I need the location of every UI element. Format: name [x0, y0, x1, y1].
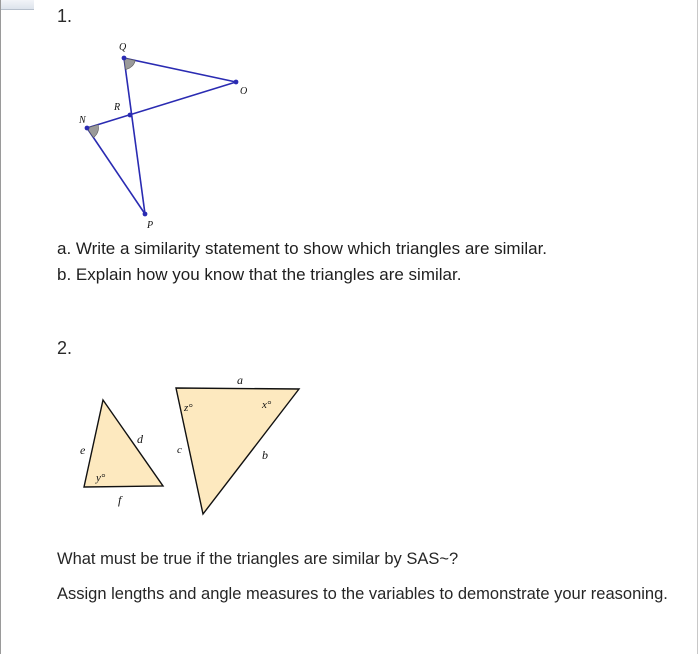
label-N: N [79, 115, 86, 126]
label-f: f [118, 493, 122, 507]
label-P: P [147, 220, 154, 231]
point-R [128, 113, 133, 118]
large-triangle [176, 388, 299, 514]
label-z-angle: z° [184, 402, 193, 414]
point-Q [122, 56, 127, 61]
problem-1-part-b: b. Explain how you know that the triangles are similar. [57, 265, 462, 284]
label-d: d [137, 432, 143, 446]
problem-2-instruction: Assign lengths and angle measures to the variables to demonstrate your reasoning. [57, 585, 668, 603]
problem-2-question: What must be true if the triangles are similar by SAS~? [57, 550, 459, 568]
segment-QO [124, 58, 236, 82]
problem-1-part-a: a. Write a similarity statement to show which triangles are similar. [57, 239, 548, 258]
segment-ON [87, 82, 236, 128]
segment-NP [87, 128, 145, 214]
label-O: O [240, 86, 248, 97]
label-x-angle: x° [262, 399, 272, 411]
point-O [234, 80, 239, 85]
label-R: R [114, 102, 121, 113]
label-e: e [80, 443, 86, 457]
label-y-angle: y° [96, 472, 106, 484]
problem-1-number: 1. [57, 6, 73, 26]
label-a: a [237, 373, 243, 387]
label-c: c [177, 444, 182, 456]
label-Q: Q [119, 42, 127, 53]
point-P [143, 212, 148, 217]
label-b: b [262, 448, 268, 462]
segment-QP [124, 58, 145, 214]
problem-2-number: 2. [57, 338, 73, 358]
point-N [85, 126, 90, 131]
